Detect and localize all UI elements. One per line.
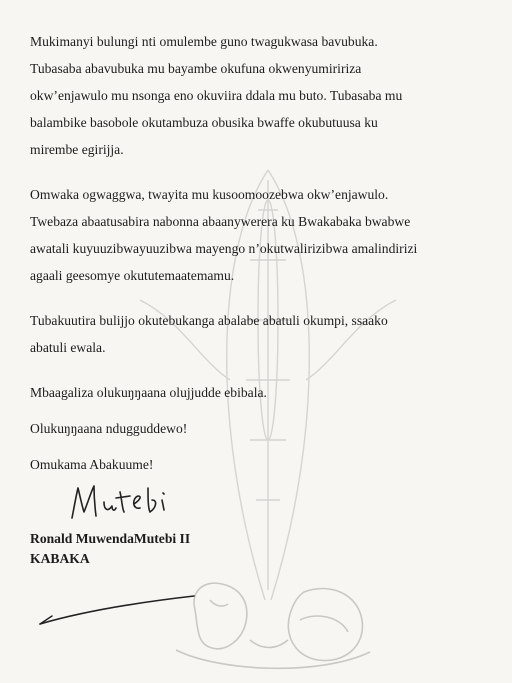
paragraph-2	[30, 181, 482, 289]
signer-name: Ronald MuwendaMutebi II	[30, 531, 191, 546]
closing-line-1: Mbaagaliza olukuŋŋaana olujjudde ebibala.	[30, 385, 267, 400]
paragraph-gap	[30, 163, 482, 181]
paragraph-gap	[30, 361, 482, 379]
paragraph-3	[30, 307, 482, 361]
paragraph-gap	[30, 289, 482, 307]
paragraph-3-line-1: Tubakuutira bulijjo okutebukanga abalabe abatuli okumpi, ssaako	[30, 313, 388, 328]
closing-lines	[30, 379, 482, 478]
closing-line-2: Olukuŋŋaana ndugguddewo!	[30, 421, 188, 436]
paragraph-1-line-4: balambike basobole okutambuza obusika bwaffe okubutuusa ku	[30, 115, 378, 130]
handwritten-signature	[60, 478, 220, 528]
paragraph-2-line-4: agaali geesomye okututemaatemamu.	[30, 268, 235, 283]
paragraph-1-line-2: Tubasaba abavubuka mu bayambe okufuna okwenyumiririza	[30, 61, 362, 76]
closing-line-3: Omukama Abakuume!	[30, 457, 154, 472]
paragraph-3-line-2: abatuli ewala.	[30, 340, 106, 355]
paragraph-2-line-1: Omwaka ogwaggwa, twayita mu kusoomoozebwa okw’enjawulo.	[30, 187, 389, 202]
signer-title: KABAKA	[30, 551, 90, 566]
paragraph-1-line-1: Mukimanyi bulungi nti omulembe guno twagukwasa bavubuka.	[30, 34, 378, 49]
paragraph-1-line-3: okw’enjawulo mu nsonga eno okuviira ddala mu buto. Tubasaba mu	[30, 88, 403, 103]
pen-stroke-mark	[34, 590, 204, 630]
letter-body	[30, 28, 482, 478]
paragraph-1	[30, 28, 482, 163]
paragraph-2-line-2: Twebaza abaatusabira nabonna abaanywerera ku Bwakabaka bwabwe	[30, 214, 411, 229]
paragraph-1-line-5: mirembe egirijja.	[30, 142, 124, 157]
paragraph-2-line-3: awatali kuyuuzibwayuuzibwa mayengo n’okutwalirizibwa amalindirizi	[30, 241, 418, 256]
